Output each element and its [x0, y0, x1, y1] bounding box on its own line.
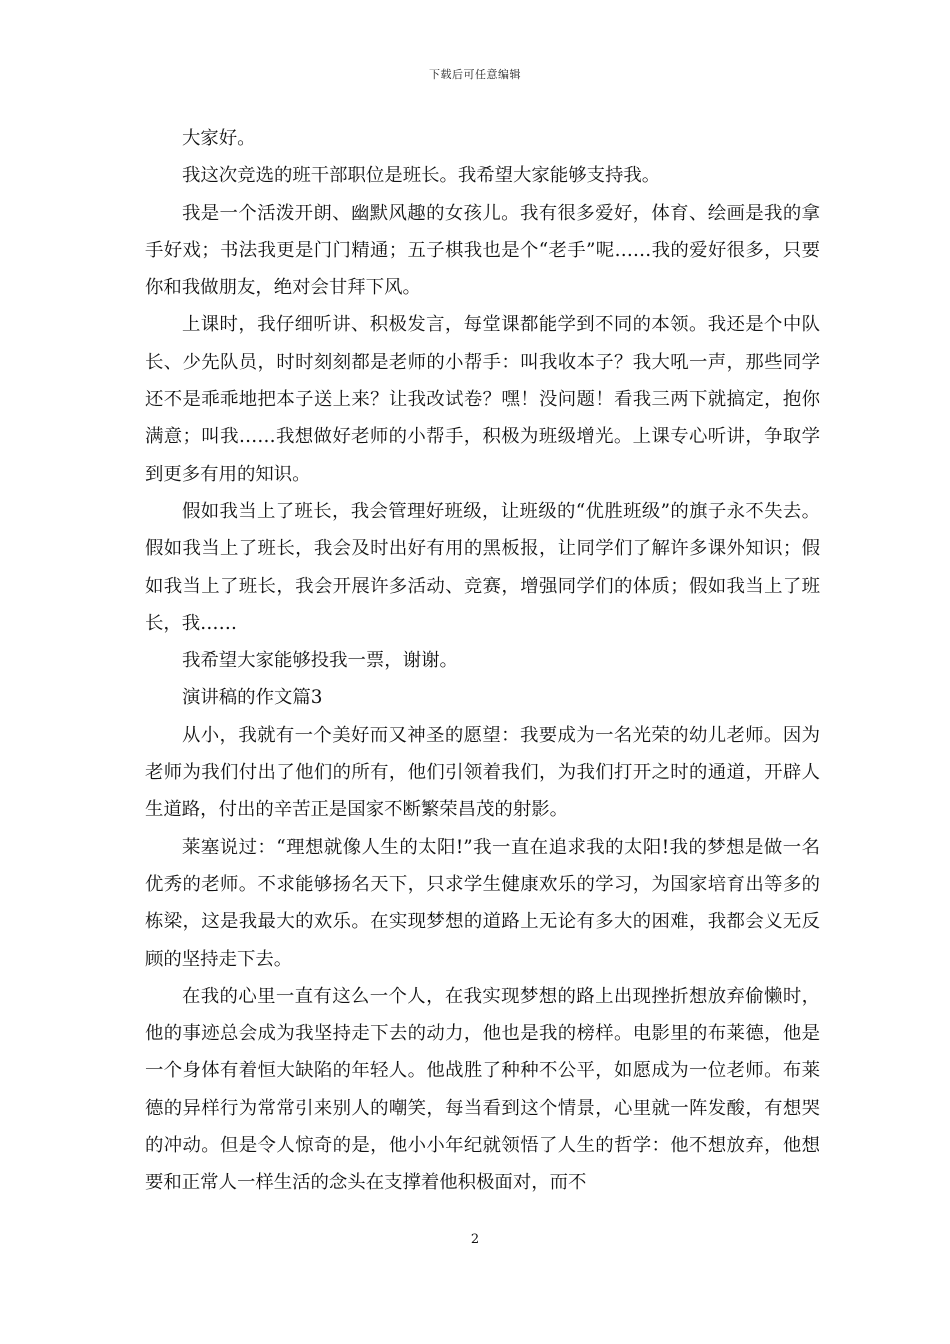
paragraph-closing: 我希望大家能够投我一票，谢谢。: [182, 650, 458, 672]
paragraph-dream: 从小，我就有一个美好而又神圣的愿望：我要成为一名光荣的幼儿老师。因为老师为我们付出了他们的所有，他们引领着我们，为我们打开之时的通道，开辟人生道路，付出的辛苦正是国家不断繁荣昌茂的射影。: [145, 724, 820, 821]
paragraph-class-behavior: 上课时，我仔细听讲、积极发言，每堂课都能学到不同的本领。我还是个中队长、少先队员，时时刻刻都是老师的小帮手：叫我收本子？我大吼一声，那些同学还不是乖乖地把本子送上来？让我改试卷？嘿！没问题！看我三两下就搞定，抱你满意；叫我……我想做好老师的小帮手，积极为班级增光。上课专心听讲，争取学到更多有用的知识。: [145, 314, 820, 485]
paragraph-role-model: 在我的心里一直有这么一个人，在我实现梦想的路上出现挫折想放弃偷懒时，他的事迹总会成为我坚持走下去的动力，他也是我的榜样。电影里的布莱德，他是一个身体有着恒大缺陷的年轻人。他战胜了种种不公平，如愿成为一位老师。布莱德的异样行为常常引来别人的嘲笑，每当看到这个情景，心里就一阵发酸，有想哭的冲动。但是令人惊奇的是，他小小年纪就领悟了人生的哲学：他不想放弃，他想要和正常人一样生活的念头在支撑着他积极面对，而不: [145, 985, 820, 1194]
paragraph-greeting: 大家好。: [182, 128, 256, 149]
section-heading: 演讲稿的作文篇3: [182, 687, 323, 709]
paragraph-position: 我这次竞选的班干部职位是班长。我希望大家能够支持我。: [182, 165, 661, 187]
paragraph-hobbies: 我是一个活泼开朗、幽默风趣的女孩儿。我有很多爱好，体育、绘画是我的拿手好戏；书法我更是门门精通；五子棋我也是个“老手”呢……我的爱好很多，只要你和我做朋友，绝对会甘拜下风。: [145, 202, 820, 299]
paragraph-plans: 假如我当上了班长，我会管理好班级，让班级的“优胜班级”的旗子永不失去。假如我当上了班长，我会及时出好有用的黑板报，让同学们了解许多课外知识；假如我当上了班长，我会开展许多活动、竞赛，增强同学们的体质；假如我当上了班长，我……: [145, 500, 820, 634]
document-body: [145, 120, 820, 1202]
page-number: 2: [470, 1232, 480, 1247]
paragraph-quote: 莱塞说过：“理想就像人生的太阳!”我一直在追求我的太阳!我的梦想是做一名优秀的老师。不求能够扬名天下，只求学生健康欢乐的学习，为国家培育出等多的栋梁，这是我最大的欢乐。在实现梦想的道路上无论有多大的困难，我都会义无反顾的坚持走下去。: [145, 836, 820, 970]
page-header: 下载后可任意编辑: [429, 68, 521, 81]
